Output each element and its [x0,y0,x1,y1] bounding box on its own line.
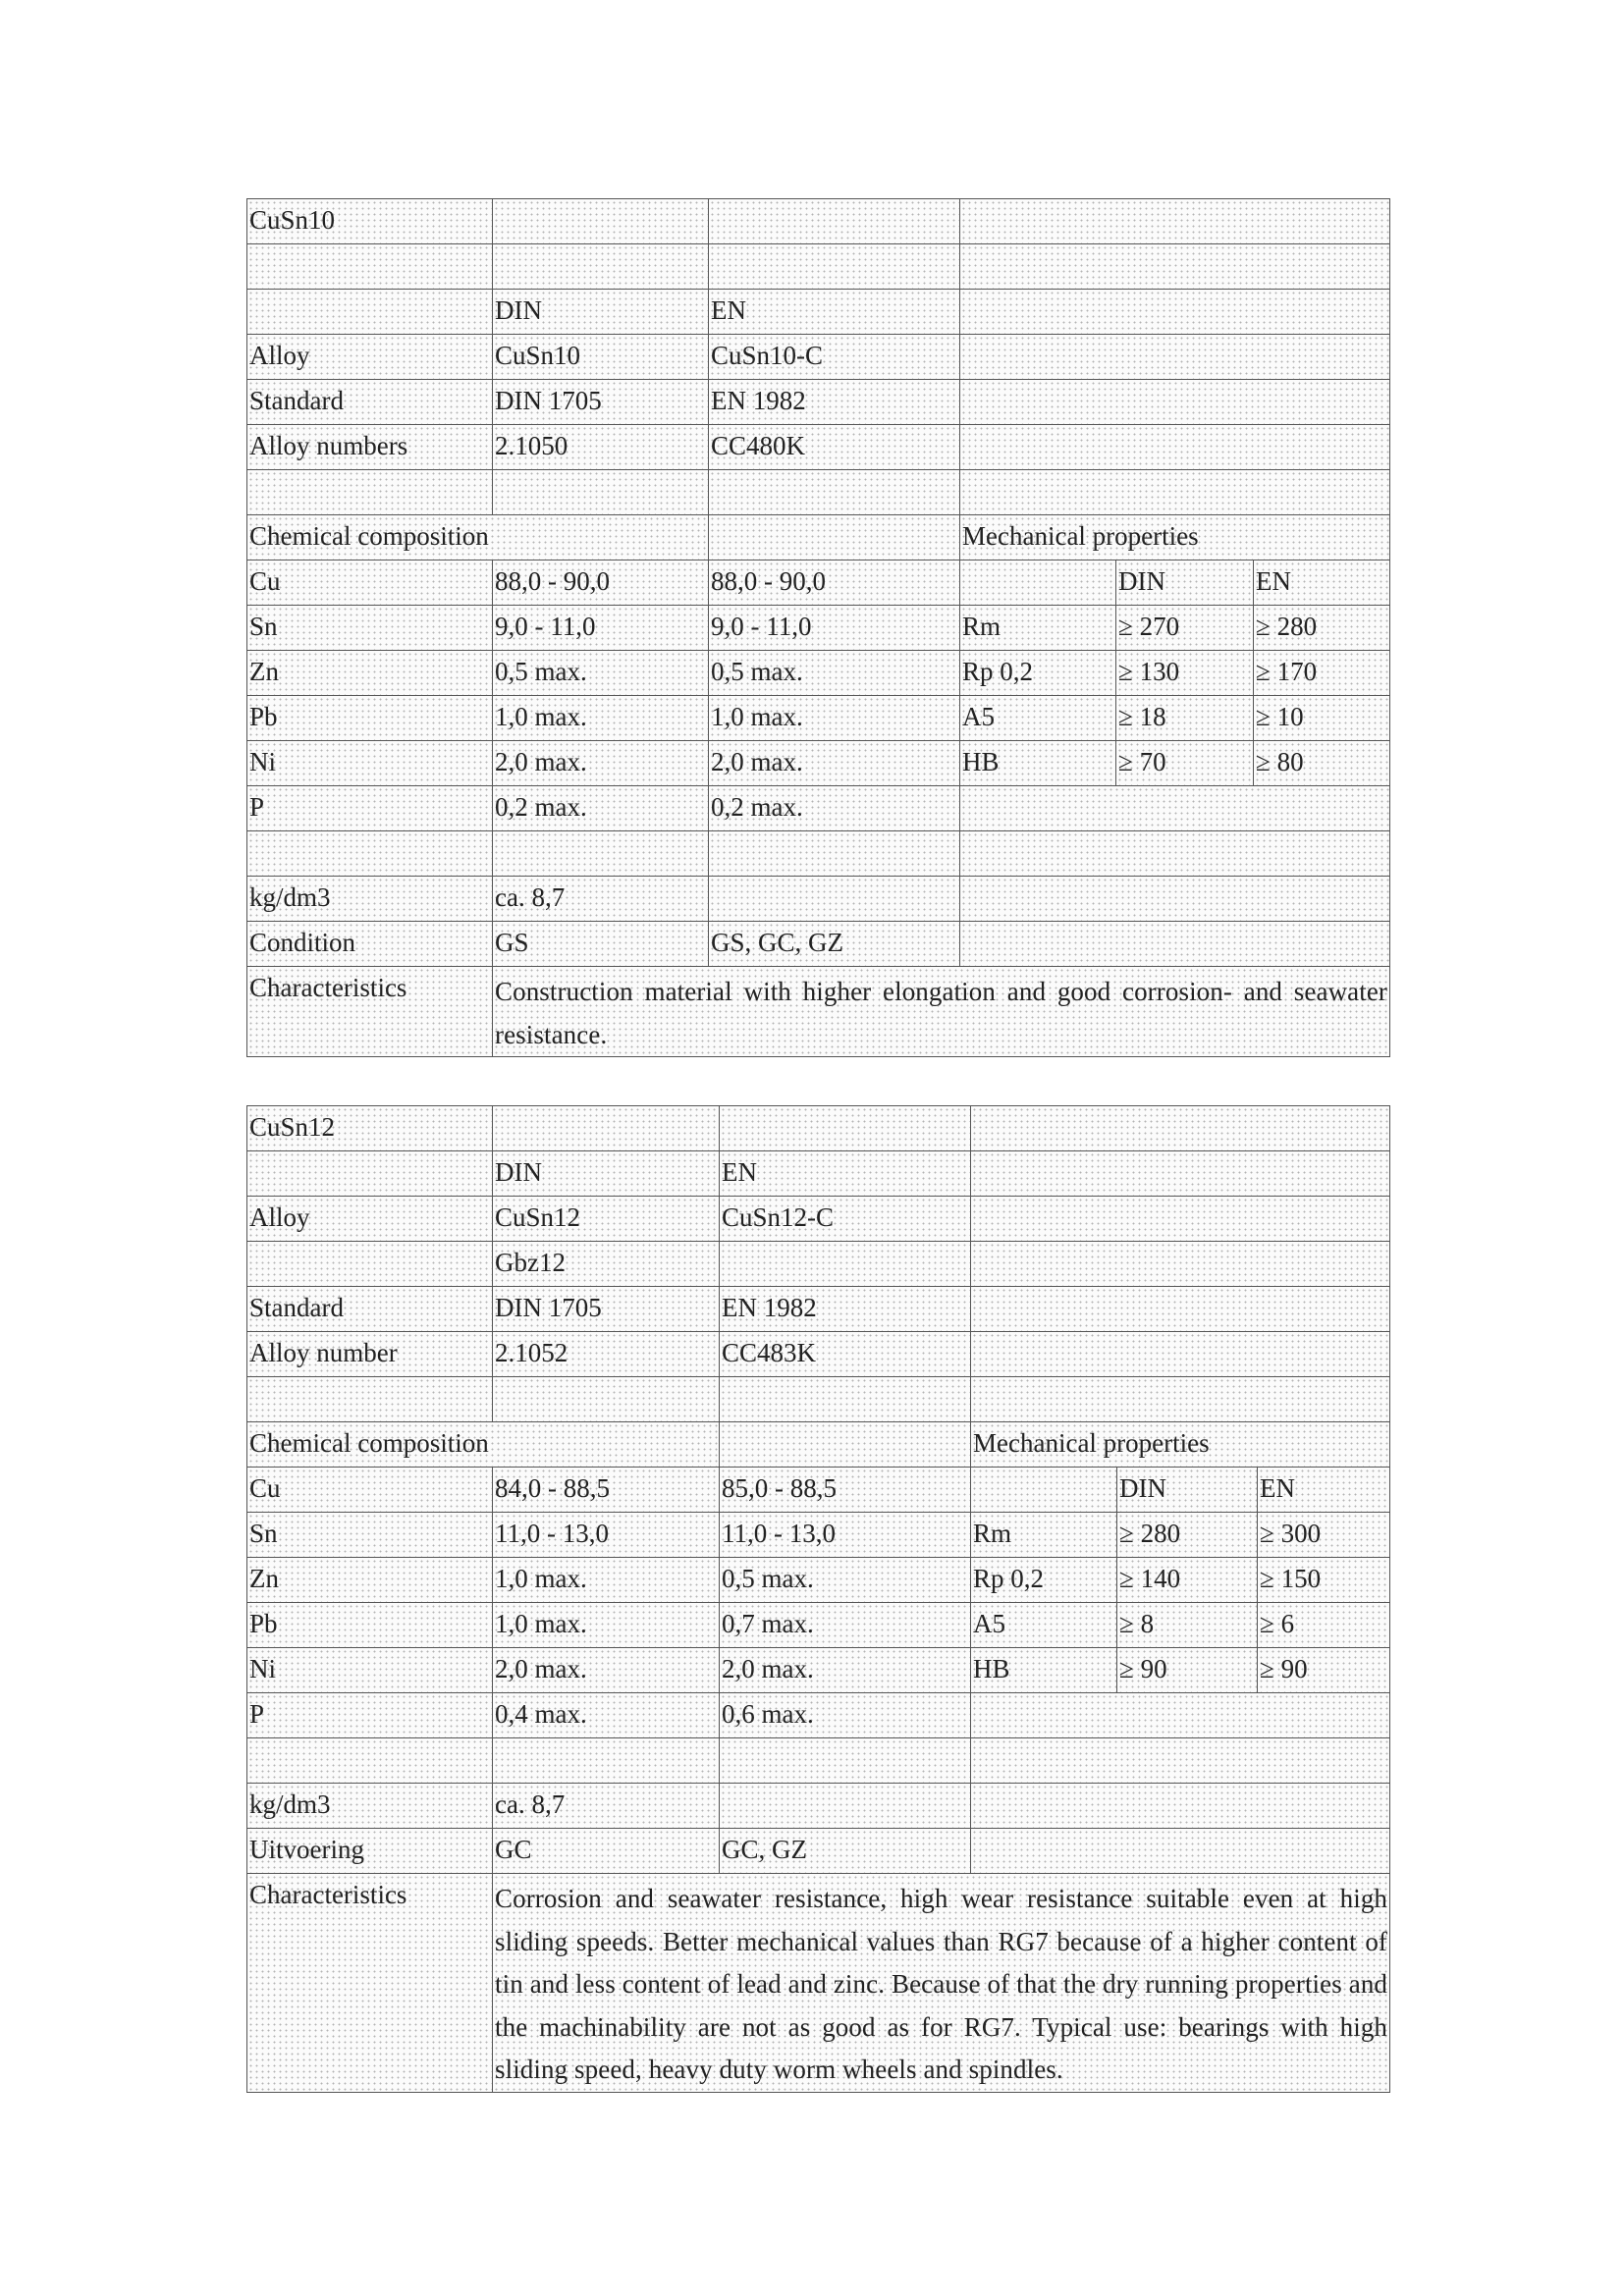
alloy-en: CuSn10-C [709,335,960,380]
alloy-title: CuSn10 [247,199,493,244]
mech-en-header: EN [1258,1468,1390,1513]
chem-en: 11,0 - 13,0 [720,1513,971,1558]
mechanical-properties-heading: Mechanical properties [971,1422,1390,1468]
mech-en: ≥ 300 [1258,1513,1390,1558]
chem-din: 0,4 max. [493,1693,720,1738]
alloy-en: CuSn12-C [720,1197,971,1242]
chem-din: 0,5 max. [493,651,709,696]
characteristics-label: Characteristics [247,967,493,1057]
table-row [247,741,1390,786]
mechanical-properties-heading: Mechanical properties [960,515,1390,561]
chem-en: 0,5 max. [709,651,960,696]
standard-label: Standard [247,380,493,425]
table-row [247,1829,1390,1874]
mech-property: Rp 0,2 [971,1558,1117,1603]
alloy-table-cusn12 [246,1105,1390,2093]
table-row [247,244,1390,290]
table-row [247,922,1390,967]
mech-din: ≥ 270 [1116,606,1254,651]
din-column-header: DIN [493,1151,720,1197]
chem-element: Zn [247,651,493,696]
condition-en: GC, GZ [720,1829,971,1874]
table-row [247,199,1390,244]
condition-label: Uitvoering [247,1829,493,1874]
table-row [247,335,1390,380]
chem-en: 0,2 max. [709,786,960,831]
chem-element: Zn [247,1558,493,1603]
mech-en: ≥ 80 [1254,741,1390,786]
chem-en: 0,5 max. [720,1558,971,1603]
mech-en: ≥ 150 [1258,1558,1390,1603]
standard-en: EN 1982 [720,1287,971,1332]
characteristics-label: Characteristics [247,1874,493,2093]
standard-din: DIN 1705 [493,380,709,425]
table-row [247,561,1390,606]
standard-label: Standard [247,1287,493,1332]
mech-en: ≥ 170 [1254,651,1390,696]
alloy-din-alt: Gbz12 [493,1242,720,1287]
chem-element: Cu [247,1468,493,1513]
table-row [247,1377,1390,1422]
alloy-din: CuSn10 [493,335,709,380]
mech-property: HB [960,741,1116,786]
alloy-number-label: Alloy numbers [247,425,493,470]
chem-element: P [247,786,493,831]
table-row [247,380,1390,425]
table-row [247,515,1390,561]
standard-en: EN 1982 [709,380,960,425]
table-row [247,1513,1390,1558]
chem-element: Ni [247,1648,493,1693]
en-column-header: EN [709,290,960,335]
table-row [247,1106,1390,1151]
table-row [247,1332,1390,1377]
chem-en: 88,0 - 90,0 [709,561,960,606]
table-row [247,696,1390,741]
table-row [247,1693,1390,1738]
chem-din: 88,0 - 90,0 [493,561,709,606]
density-value: ca. 8,7 [493,1784,720,1829]
mech-en: ≥ 280 [1254,606,1390,651]
alloy-number-din: 2.1052 [493,1332,720,1377]
density-value: ca. 8,7 [493,877,709,922]
chem-element: Ni [247,741,493,786]
mech-property: Rm [971,1513,1117,1558]
alloy-number-din: 2.1050 [493,425,709,470]
table-row [247,1738,1390,1784]
alloy-number-label: Alloy number [247,1332,493,1377]
characteristics-text: Construction material with higher elongation and good corrosion- and seawater resistance. [493,967,1390,1057]
table-row [247,1242,1390,1287]
table-row [247,1197,1390,1242]
chem-din: 2,0 max. [493,1648,720,1693]
table-row [247,1603,1390,1648]
mech-din: ≥ 130 [1116,651,1254,696]
alloy-number-en: CC480K [709,425,960,470]
mech-property: A5 [960,696,1116,741]
chem-element: Pb [247,696,493,741]
mech-property: Rp 0,2 [960,651,1116,696]
table-row [247,1784,1390,1829]
mech-din: ≥ 90 [1117,1648,1258,1693]
chem-element: Sn [247,606,493,651]
mech-en: ≥ 90 [1258,1648,1390,1693]
chem-din: 84,0 - 88,5 [493,1468,720,1513]
standard-din: DIN 1705 [493,1287,720,1332]
chem-din: 0,2 max. [493,786,709,831]
table-row [247,1422,1390,1468]
table-row [247,1558,1390,1603]
table-row [247,786,1390,831]
condition-din: GC [493,1829,720,1874]
chem-element: Sn [247,1513,493,1558]
chem-en: 2,0 max. [720,1648,971,1693]
mech-en: ≥ 10 [1254,696,1390,741]
alloy-label: Alloy [247,1197,493,1242]
table-row [247,1151,1390,1197]
table-row [247,1287,1390,1332]
chem-en: 1,0 max. [709,696,960,741]
din-column-header: DIN [493,290,709,335]
alloy-title: CuSn12 [247,1106,493,1151]
characteristics-text: Corrosion and seawater resistance, high wear resistance suitable even at high sliding speeds. Better mechanical values than RG7 because of a higher content of tin and less content of lead and zinc. Because of that the dry running properties and the machinability are not as good as for RG7. Typical use: bearings with high sliding speed, heavy duty worm wheels and spindles. [493,1874,1390,2093]
table-row [247,967,1390,1057]
table-row [247,1874,1390,2093]
chem-din: 1,0 max. [493,1558,720,1603]
alloy-table-cusn10 [246,198,1390,1057]
chem-en: 0,7 max. [720,1603,971,1648]
table-row [247,290,1390,335]
chem-en: 85,0 - 88,5 [720,1468,971,1513]
alloy-din: CuSn12 [493,1197,720,1242]
chem-din: 1,0 max. [493,1603,720,1648]
chem-din: 2,0 max. [493,741,709,786]
chemical-composition-heading: Chemical composition [247,1422,720,1468]
chem-element: Cu [247,561,493,606]
table-row [247,470,1390,515]
mech-din: ≥ 8 [1117,1603,1258,1648]
mech-din: ≥ 70 [1116,741,1254,786]
table-row [247,1648,1390,1693]
mech-din: ≥ 18 [1116,696,1254,741]
condition-label: Condition [247,922,493,967]
mech-din: ≥ 280 [1117,1513,1258,1558]
alloy-number-en: CC483K [720,1332,971,1377]
mech-din-header: DIN [1116,561,1254,606]
density-label: kg/dm3 [247,1784,493,1829]
chem-din: 11,0 - 13,0 [493,1513,720,1558]
chem-din: 1,0 max. [493,696,709,741]
table-row [247,1468,1390,1513]
en-column-header: EN [720,1151,971,1197]
mech-property: Rm [960,606,1116,651]
table-row [247,606,1390,651]
chem-din: 9,0 - 11,0 [493,606,709,651]
chem-en: 0,6 max. [720,1693,971,1738]
mech-property: A5 [971,1603,1117,1648]
mech-din-header: DIN [1117,1468,1258,1513]
chem-element: Pb [247,1603,493,1648]
alloy-label: Alloy [247,335,493,380]
table-row [247,877,1390,922]
chem-en: 2,0 max. [709,741,960,786]
mech-en-header: EN [1254,561,1390,606]
condition-din: GS [493,922,709,967]
table-row [247,651,1390,696]
table-row [247,425,1390,470]
mech-en: ≥ 6 [1258,1603,1390,1648]
density-label: kg/dm3 [247,877,493,922]
chem-element: P [247,1693,493,1738]
mech-property: HB [971,1648,1117,1693]
mech-din: ≥ 140 [1117,1558,1258,1603]
condition-en: GS, GC, GZ [709,922,960,967]
chem-en: 9,0 - 11,0 [709,606,960,651]
chemical-composition-heading: Chemical composition [247,515,709,561]
table-row [247,831,1390,877]
